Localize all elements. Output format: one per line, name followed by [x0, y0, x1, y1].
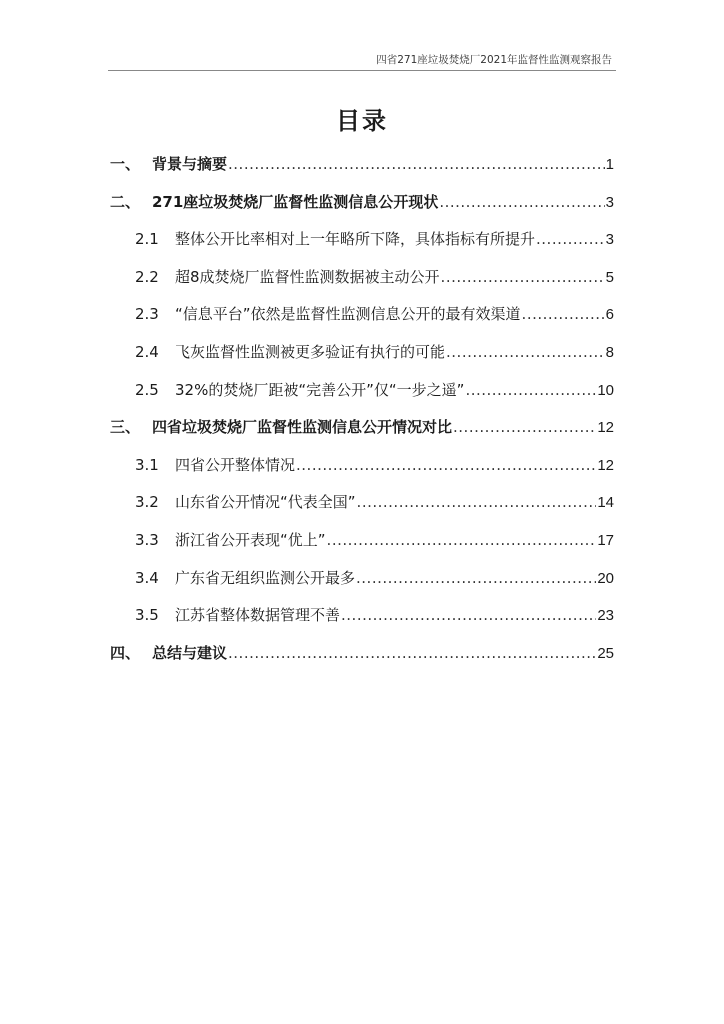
- toc-entry-title: 超8成焚烧厂监督性监测数据被主动公开: [175, 267, 440, 286]
- toc-entry-number: 3.5: [135, 606, 159, 625]
- toc-entry-number: 3.3: [135, 530, 159, 549]
- toc-entry-number: 三、: [110, 418, 141, 437]
- toc-leader-dots: [522, 300, 605, 328]
- toc-entry-title: 飞灰监督性监测被更多验证有执行的可能: [175, 342, 446, 361]
- toc-entry-page: 25: [597, 644, 614, 662]
- toc-entry[interactable]: [110, 188, 614, 226]
- toc-leader-dots: [228, 150, 605, 178]
- toc-entry-page: 12: [597, 419, 614, 437]
- toc-entry-title: 整体公开比率相对上一年略所下降，具体指标有所提升: [175, 230, 536, 249]
- toc-entry-page: 14: [597, 494, 614, 512]
- toc-entry[interactable]: [110, 338, 614, 376]
- toc-entry-title: 山东省公开情况“代表全国”: [175, 493, 356, 512]
- toc-entry-number: 二、: [110, 192, 141, 211]
- page-title: 目录: [336, 107, 388, 135]
- toc-entry[interactable]: [110, 564, 614, 602]
- toc-entry[interactable]: [110, 451, 614, 489]
- toc-entry[interactable]: [110, 601, 614, 639]
- toc-entry-title: 浙江省公开表现“优上”: [175, 530, 326, 549]
- toc-entry-page: 1: [605, 156, 614, 173]
- toc-leader-dots: [228, 639, 596, 667]
- toc-entry-number: 2.3: [135, 305, 159, 324]
- toc-leader-dots: [536, 225, 605, 253]
- toc-entry-number: 四、: [110, 643, 141, 662]
- toc-entry[interactable]: [110, 413, 614, 451]
- toc-entry-title: 四省公开整体情况: [175, 455, 296, 474]
- toc-entry-number: 2.1: [135, 230, 159, 249]
- table-of-contents: [110, 150, 614, 676]
- toc-entry-title: 江苏省整体数据管理不善: [175, 606, 341, 625]
- running-header: 四省271座垃圾焚烧厂2021年监督性监测观察报告: [376, 54, 612, 66]
- toc-entry-title: 四省垃圾焚烧厂监督性监测信息公开情况对比: [152, 418, 453, 437]
- toc-entry-page: 6: [605, 306, 614, 324]
- toc-leader-dots: [439, 188, 604, 216]
- toc-entry-title: 总结与建议: [152, 643, 228, 662]
- toc-entry-number: 3.4: [135, 568, 159, 587]
- toc-entry-page: 17: [597, 531, 614, 549]
- toc-entry-page: 20: [597, 569, 614, 587]
- toc-leader-dots: [341, 601, 596, 629]
- toc-entry-page: 3: [605, 231, 614, 249]
- toc-entry-number: 2.2: [135, 267, 159, 286]
- toc-leader-dots: [446, 338, 605, 366]
- toc-entry[interactable]: [110, 263, 614, 301]
- toc-leader-dots: [453, 413, 596, 441]
- toc-leader-dots: [357, 488, 597, 516]
- toc-entry-title: 背景与摘要: [152, 155, 228, 173]
- toc-entry[interactable]: [110, 150, 614, 188]
- toc-entry[interactable]: [110, 488, 614, 526]
- toc-entry-number: 2.5: [135, 380, 159, 399]
- toc-entry[interactable]: [110, 526, 614, 564]
- toc-leader-dots: [465, 376, 596, 404]
- toc-entry-page: 5: [605, 268, 614, 286]
- toc-entry-page: 3: [605, 193, 614, 211]
- toc-entry-number: 3.2: [135, 493, 159, 512]
- toc-entry-number: 2.4: [135, 342, 159, 361]
- toc-entry-title: 广东省无组织监测公开最多: [175, 568, 356, 587]
- toc-entry[interactable]: [110, 225, 614, 263]
- toc-entry-page: 10: [597, 381, 614, 399]
- toc-entry-page: 12: [597, 456, 614, 474]
- toc-entry-title: 32%的焚烧厂距被“完善公开”仅“一步之遥”: [175, 380, 465, 399]
- toc-leader-dots: [327, 526, 597, 554]
- toc-entry-page: 23: [597, 607, 614, 625]
- toc-leader-dots: [441, 263, 605, 291]
- toc-leader-dots: [356, 564, 596, 592]
- toc-entry-page: 8: [605, 343, 614, 361]
- toc-entry-number: 3.1: [135, 455, 159, 474]
- toc-entry[interactable]: [110, 376, 614, 414]
- toc-leader-dots: [296, 451, 596, 479]
- toc-entry-title: 271座垃圾焚烧厂监督性监测信息公开现状: [152, 192, 439, 211]
- toc-entry[interactable]: [110, 639, 614, 677]
- toc-entry-title: “信息平台”依然是监督性监测信息公开的最有效渠道: [175, 305, 521, 324]
- toc-entry[interactable]: [110, 300, 614, 338]
- header-rule: [108, 70, 616, 71]
- toc-entry-number: 一、: [110, 155, 141, 173]
